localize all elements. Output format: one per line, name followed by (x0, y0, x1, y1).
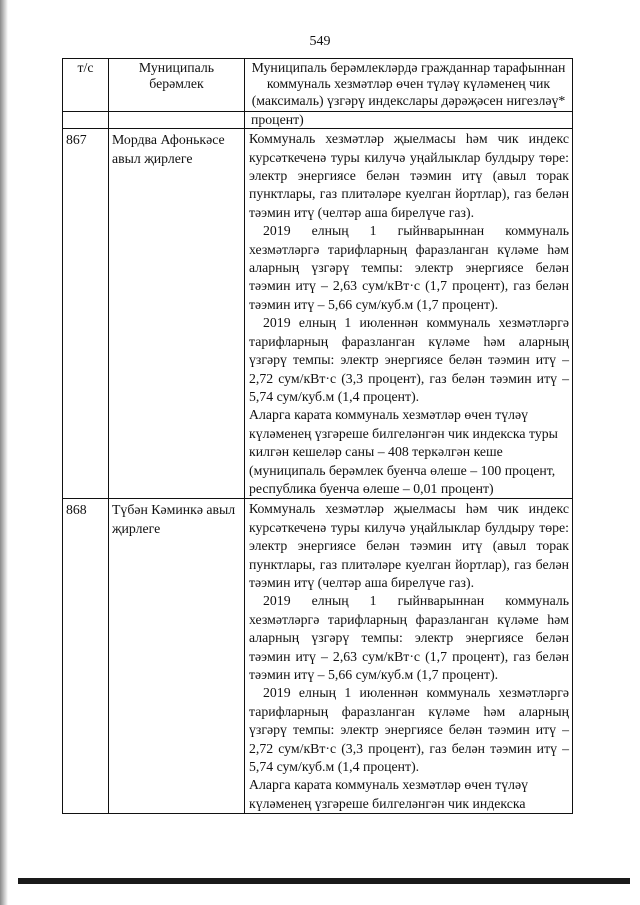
continuation-empty-num (63, 112, 109, 129)
header-number: т/с (63, 59, 109, 112)
row-description (245, 129, 573, 499)
row-municipality: Мордва Афонькәсе авыл җирлеге (109, 129, 245, 499)
paragraph-july: 2019 елның 1 июленнән коммуналь хезмәтләргә тарифларның фаразланган күләме һәм аларның үзгәрү темпы: электр энергиясе белән тәэмин итү – 2,72 сум/кВт·с (3,3 процент), газ белән тәэмин итү – 5,74 сум/куб.м (1,4 процент). (249, 315, 569, 404)
row-number: 868 (63, 499, 109, 814)
paragraph-january: 2019 елның 1 гыйнварыннан коммуналь хезмәтләргә тарифларның фаразланган күләме һәм аларның үзгәрү темпы: электр энергиясе белән тәэмин итү – 2,63 сум/кВт·с (1,7 процент), газ белән тәэмин итү – 5,66 сум/куб.м (1,7 процент). (249, 593, 569, 682)
table-row (63, 129, 573, 499)
paragraph-january: 2019 елның 1 гыйнварыннан коммуналь хезмәтләргә тарифларның фаразланган күләме һәм аларның үзгәрү темпы: электр энергиясе белән тәэмин итү – 2,63 сум/кВт·с (1,7 процент), газ белән тәэмин итү – 5,66 сум/куб.м (1,7 процент). (249, 223, 569, 312)
table-header-row (63, 59, 573, 112)
tariff-table (62, 58, 573, 814)
continuation-empty-municipality (109, 112, 245, 129)
scan-bottom-bar (18, 878, 630, 884)
row-description (245, 499, 573, 814)
paragraph-services: Коммуналь хезмәтләр җыелмасы һәм чик индекс курсәткеченә туры килучә уңайлыклар булдыру төре: электр энергиясе белән тәэмин итү (авыл торак пунктлары, газ плитәләре куелган йортлар), газ белән тәэмин итү (челтәр аша бирелүче газ). (249, 131, 569, 220)
continuation-row (63, 112, 573, 129)
paragraph-services: Коммуналь хезмәтләр җыелмасы һәм чик индекс курсәткеченә туры килучә уңайлыклар булдыру төре: электр энергиясе белән тәэмин итү (авыл торак пунктлары, газ плитәләре куелган йортлар), газ белән тәэмин итү (челтәр аша бирелүче газ). (249, 501, 569, 590)
row-municipality: Түбән Кәминкә авыл җирлеге (109, 499, 245, 814)
header-description: Муниципаль берәмлекләрдә гражданнар тарафыннан коммуналь хезмәтләр өчен түләү күләменең чик (максималь) үзгәрү индекслары дәрәҗәсен нигезләү* (245, 59, 573, 112)
continuation-text: процент) (245, 112, 573, 129)
table-row (63, 499, 573, 814)
scan-edge-shadow (0, 0, 8, 905)
page-number: 549 (309, 34, 331, 49)
paragraph-july: 2019 елның 1 июленнән коммуналь хезмәтләргә тарифларның фаразланган күләме һәм аларның үзгәрү темпы: электр энергиясе белән тәэмин итү – 2,72 сум/кВт·с (3,3 процент), газ белән тәэмин итү – 5,74 сум/куб.м (1,4 процент). (249, 685, 569, 775)
paragraph-people: Аларга карата коммуналь хезмәтләр өчен түләү күләменең үзгәреше билгеләнгән чик индекска туры килгән кешеләр саны – 408 теркәлгән кеше (муниципаль берәмлек буенча өлеше – 100 процент, республика буенча өлеше – 0,01 процент) (249, 407, 558, 496)
row-number: 867 (63, 129, 109, 499)
paragraph-people: Аларга карата коммуналь хезмәтләр өчен түләү күләменең үзгәреше билгеләнгән чик индекска (249, 777, 529, 811)
header-municipality: Муниципаль берәмлек (109, 59, 245, 112)
